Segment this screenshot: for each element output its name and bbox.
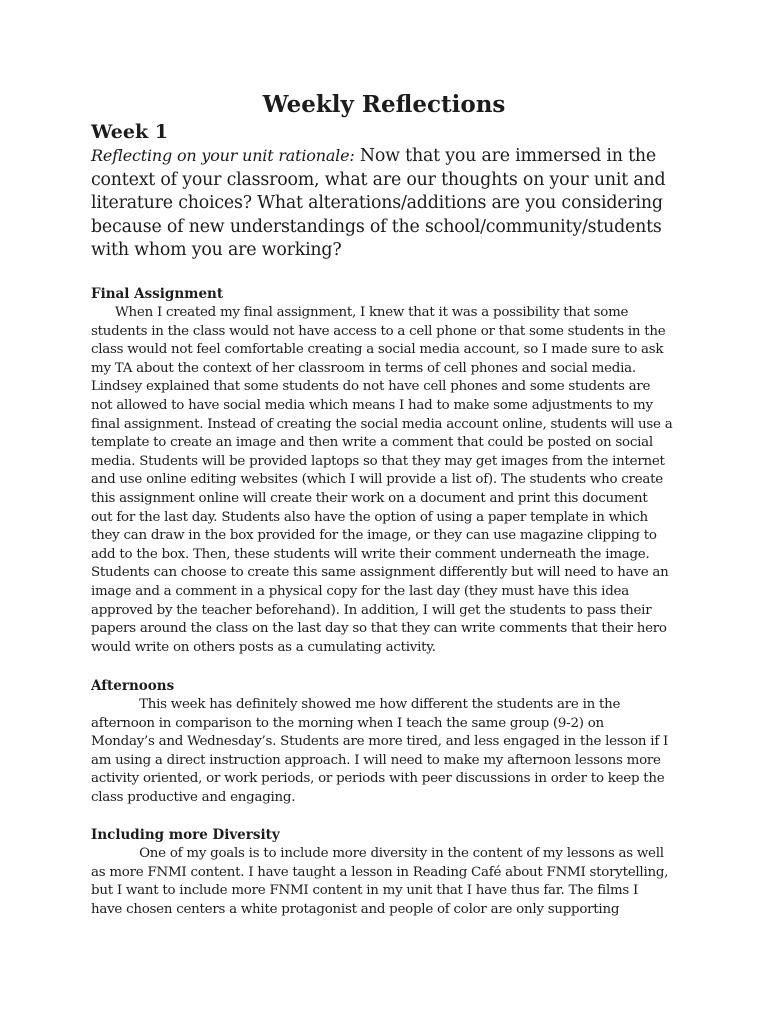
document-title: Weekly Reflections <box>262 91 506 118</box>
paragraph-line: One of my goals is to include more diversity in the content of my lessons as well <box>91 846 664 861</box>
paragraph-line: approved by the teacher beforehand). In addition, I will get the students to pass their <box>91 602 652 618</box>
section-body-afternoons <box>91 696 683 808</box>
paragraph-line: papers around the class on the last day so that they can write comments that their hero <box>91 621 667 637</box>
paragraph-line: Lindsey explained that some students do not have cell phones and some students are <box>91 379 651 395</box>
paragraph-line: this assignment online will create their work on a document and print this document <box>91 490 648 506</box>
paragraph-line: Monday’s and Wednesday’s. Students are more tired, and less engaged in the lesson if I <box>91 734 669 750</box>
paragraph-line: as more FNMI content. I have taught a lesson in Reading Café about FNMI storytelling, <box>91 864 669 880</box>
section-heading-including-more-diversity: Including more Diversity <box>91 827 280 843</box>
paragraph-line: my TA about the context of her classroom in terms of cell phones and social media. <box>91 360 636 376</box>
paragraph-line: would write on others posts as a cumulating activity. <box>91 639 436 655</box>
reflection-prompt <box>91 144 691 263</box>
paragraph-line: they can draw in the box provided for the image, or they can use magazine clipping to <box>91 528 657 544</box>
section-heading-afternoons: Afternoons <box>91 678 175 694</box>
paragraph-line: students in the class would not have access to a cell phone or that some students in the <box>91 323 666 339</box>
paragraph-line: activity oriented, or work periods, or periods with peer discussions in order to keep the <box>91 771 665 787</box>
paragraph-line: image and a comment in a physical copy for the last day (they must have this idea <box>91 583 629 599</box>
paragraph-line: out for the last day. Students also have the option of using a paper template in which <box>91 509 648 525</box>
paragraph-line: template to create an image and then write a comment that could be posted on social <box>91 435 653 451</box>
paragraph-line: am using a direct instruction approach. I will need to make my afternoon lessons more <box>91 752 661 768</box>
paragraph-line: media. Students will be provided laptops so that they may get images from the internet <box>91 453 665 469</box>
paragraph-line: and use online editing websites (which I will provide a list of). The students who create <box>91 472 663 488</box>
paragraph-line: class productive and engaging. <box>91 789 296 805</box>
paragraph-line: afternoon in comparison to the morning when I teach the same group (9-2) on <box>91 715 604 731</box>
paragraph-line: not allowed to have social media which means I had to make some adjustments to my <box>91 397 653 413</box>
paragraph-line: final assignment. Instead of creating the social media account online, students will use a <box>91 416 673 432</box>
paragraph-line: This week has definitely showed me how different the students are in the <box>91 697 621 712</box>
week-heading: Week 1 <box>91 121 168 143</box>
paragraph-line: class would not feel comfortable creating a social media account, so I made sure to ask <box>91 342 664 358</box>
paragraph-line: Students can choose to create this same assignment differently but will need to have an <box>91 565 669 581</box>
prompt-text: Now that you are immersed in the context of your classroom, what are our thoughts on your unit and literature choices? What alterations/additions are you considering because of new understandings of the school/community/students with whom you are working? <box>91 146 666 261</box>
section-heading-final-assignment: Final Assignment <box>91 286 224 302</box>
paragraph-line: add to the box. Then, these students will write their comment underneath the image. <box>91 546 650 562</box>
paragraph-line: When I created my final assignment, I knew that it was a possibility that some <box>91 305 629 320</box>
paragraph-line: but I want to include more FNMI content in my unit that I have thus far. The films I <box>91 883 639 899</box>
paragraph-line: have chosen centers a white protagonist and people of color are only supporting <box>91 901 620 917</box>
section-body-including-more-diversity <box>91 845 683 919</box>
section-body-final-assignment <box>91 304 683 657</box>
prompt-lead: Reflecting on your unit rationale: <box>91 146 355 165</box>
